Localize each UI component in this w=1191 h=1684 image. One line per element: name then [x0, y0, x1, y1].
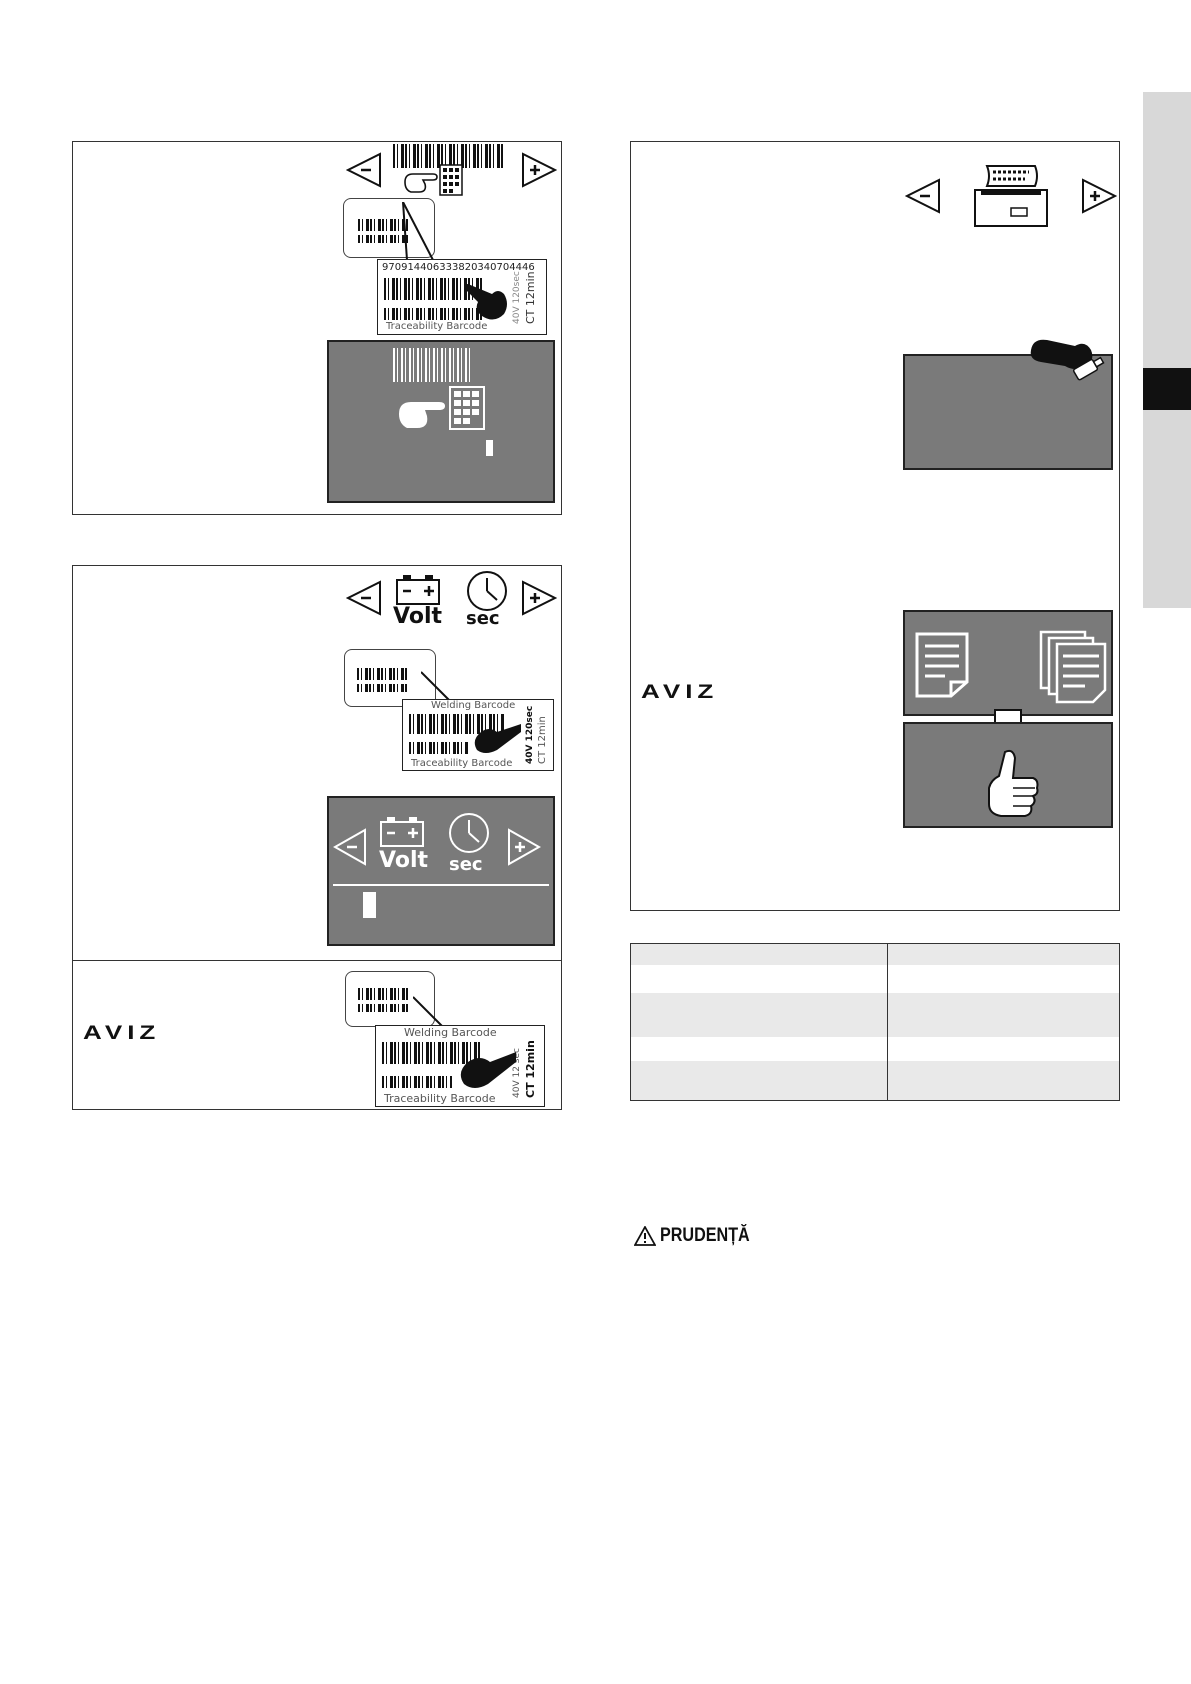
display-screen-copy — [903, 610, 1113, 716]
plus-arrow-icon — [521, 152, 557, 188]
data-table — [630, 943, 1120, 1101]
screen-divider — [333, 884, 549, 886]
clock-icon — [465, 570, 509, 612]
display-screen-usb — [903, 354, 1113, 470]
table-cell — [888, 1037, 1120, 1061]
label-side-bottom: CT 12min — [524, 1040, 537, 1098]
label-title: Welding Barcode — [404, 1026, 497, 1039]
cursor-block — [486, 440, 493, 456]
panel-volt-sec — [72, 565, 562, 961]
warning-triangle-icon — [634, 1226, 656, 1246]
plus-arrow-icon — [507, 828, 541, 866]
welding-label-card — [402, 699, 554, 771]
hand-pointing-icon — [403, 168, 439, 196]
keypad-icon — [449, 386, 485, 430]
clock-icon — [447, 812, 491, 854]
barcode-number: 970914406333820340704446 — [382, 262, 535, 273]
table-row — [631, 944, 1120, 965]
table-row — [631, 1061, 1120, 1101]
thumbs-up-icon — [981, 748, 1041, 822]
single-document-icon — [915, 632, 969, 698]
display-screen-volt — [327, 796, 555, 946]
welding-label-card-aviz — [375, 1025, 545, 1107]
chapter-tab-strip — [1143, 92, 1191, 608]
table-cell — [631, 1037, 888, 1061]
hand-pointing-icon — [397, 394, 447, 432]
label-caption: Traceability Barcode — [386, 321, 488, 332]
volt-label: Volt — [393, 604, 442, 629]
minus-arrow-icon — [333, 828, 367, 866]
table-cell — [631, 993, 888, 1037]
table-cell — [631, 965, 888, 993]
multiple-documents-icon — [1039, 630, 1109, 704]
panel-scan-barcode — [72, 141, 562, 515]
connector-lines — [413, 995, 453, 1029]
panel-aviz-label — [72, 960, 562, 1110]
table-cell — [888, 1061, 1120, 1101]
minus-arrow-icon — [346, 580, 382, 616]
hand-press-icon — [456, 1044, 518, 1092]
table-cell — [631, 944, 888, 965]
table-cell — [631, 1061, 888, 1101]
cursor-block — [363, 892, 376, 918]
plus-arrow-icon — [521, 580, 557, 616]
table-row — [631, 1037, 1120, 1061]
aviz-notice-right: AVIZ — [641, 680, 719, 703]
connector-lines — [393, 202, 473, 262]
label-side-top: 40V 120sec — [525, 705, 535, 764]
screen-sec-label: sec — [449, 854, 483, 875]
keypad-icon — [439, 164, 463, 196]
label-title: Welding Barcode — [431, 700, 516, 711]
table-cell — [888, 944, 1120, 965]
display-screen-scan — [327, 340, 555, 503]
battery-icon — [395, 574, 441, 606]
label-side-top: 40V 12 sec — [512, 1048, 522, 1098]
label-side-bottom: CT 12min — [537, 716, 548, 764]
table-row — [631, 965, 1120, 993]
sec-label: sec — [466, 608, 500, 629]
table-row — [631, 993, 1120, 1037]
hand-press-icon — [464, 274, 512, 324]
label-side-top: 40V 120sec — [512, 271, 522, 324]
chapter-tab-active — [1143, 368, 1191, 410]
printer-icon — [973, 162, 1049, 228]
hand-usb-icon — [1029, 332, 1111, 396]
caution-heading: PRUDENȚĂ — [660, 1225, 750, 1246]
battery-icon — [379, 816, 425, 848]
label-caption: Traceability Barcode — [384, 1092, 496, 1105]
hand-press-icon — [467, 718, 523, 756]
minus-arrow-icon — [346, 152, 382, 188]
panel-print-download — [630, 141, 1120, 911]
label-caption: Traceability Barcode — [411, 758, 513, 769]
label-side-bottom: CT 12min — [524, 271, 537, 324]
table-cell — [888, 993, 1120, 1037]
plus-arrow-icon — [1081, 178, 1117, 214]
aviz-notice-left: AVIZ — [83, 1021, 161, 1044]
table-cell — [888, 965, 1120, 993]
display-screen-ok — [903, 722, 1113, 828]
screen-volt-label: Volt — [379, 848, 428, 873]
traceability-label-card — [377, 259, 547, 335]
minus-arrow-icon — [905, 178, 941, 214]
